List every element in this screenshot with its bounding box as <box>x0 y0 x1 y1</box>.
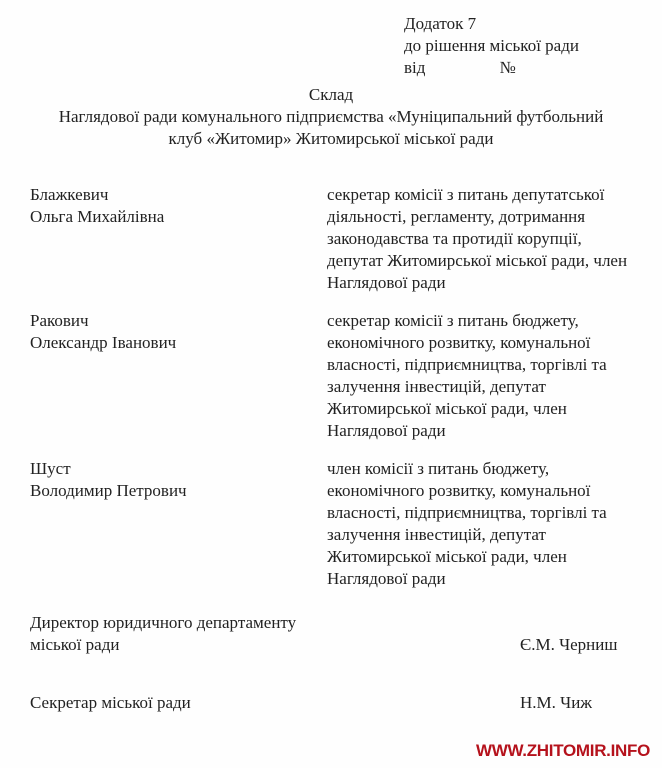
appendix-number: Додаток 7 <box>404 14 477 33</box>
member-role: член комісії з питань бюджету, економічного розвитку, комунальної власності, підприємництва, торгівлі та залучення інвестицій, депутат Житомирської міської ради, член Наглядової ради <box>327 459 607 588</box>
member-surname: Ракович <box>30 311 89 330</box>
signature-row <box>30 612 640 656</box>
title-block <box>0 84 662 150</box>
number-sign: № <box>499 58 516 77</box>
signature-name: Н.М. Чиж <box>520 693 593 712</box>
member-name <box>30 458 327 590</box>
composition-heading: Склад <box>308 85 354 104</box>
member-role: секретар комісії з питань депутатської діяльності, регламенту, дотримання законодавства та протидії корупції, депутат Житомирської міської ради, член Наглядової ради <box>327 185 628 292</box>
member-row <box>30 458 648 590</box>
signatures-block <box>30 612 640 750</box>
member-given-names: Олександр Іванович <box>30 333 177 352</box>
member-role: секретар комісії з питань бюджету, економічного розвитку, комунальної власності, підприємництва, торгівлі та залучення інвестицій, депутат Житомирської міської ради, член Наглядової ради <box>327 311 607 440</box>
member-name <box>30 310 327 442</box>
member-row <box>30 184 648 294</box>
composition-subtitle-line-1: Наглядової ради комунального підприємства «Муніципальний футбольний <box>58 107 604 126</box>
composition-subtitle-line-2: клуб «Житомир» Житомирської міської ради <box>168 129 494 148</box>
appendix-from-line <box>404 57 579 79</box>
member-surname: Шуст <box>30 459 71 478</box>
site-watermark: WWW.ZHITOMIR.INFO <box>476 741 650 760</box>
signature-title: Секретар міської ради <box>30 693 191 712</box>
appendix-block <box>404 13 579 79</box>
signature-title: Директор юридичного департаменту міської ради <box>30 613 297 654</box>
signature-row <box>30 692 640 714</box>
member-name <box>30 184 327 294</box>
from-label: від <box>404 58 426 77</box>
member-given-names: Ольга Михайлівна <box>30 207 165 226</box>
member-surname: Блажкевич <box>30 185 109 204</box>
member-row <box>30 310 648 442</box>
signature-name: Є.М. Черниш <box>520 635 618 654</box>
appendix-decision-line: до рішення міської ради <box>404 36 579 55</box>
member-given-names: Володимир Петрович <box>30 481 187 500</box>
members-list <box>30 184 648 606</box>
